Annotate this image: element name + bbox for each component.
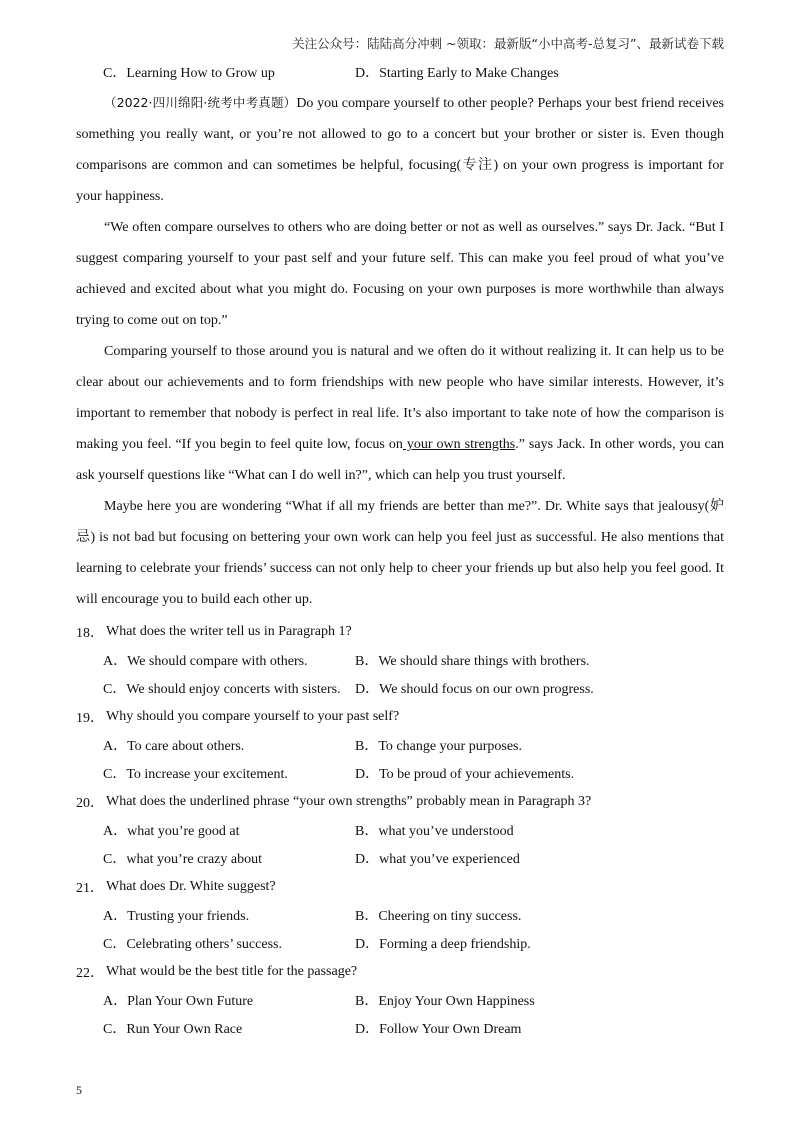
paragraph-1-text: Do you compare yourself to other people? Perhaps your best friend receives something you really want, or you’re not allowed to go to a concert but your brother or sister is. Even though comparisons are common and can sometimes be helpful, focusing(专注) on your own progress is important for your happiness. (76, 96, 725, 204)
option-a: A．Trusting your friends. (103, 909, 250, 924)
option-d: D．We should focus on our own progress. (355, 682, 594, 697)
question-number: 21． (76, 880, 104, 896)
question-number: 22． (76, 965, 104, 981)
option-a: A．what you’re good at (103, 824, 240, 839)
paragraph-3-after: .” says Jack. In other words, you can ask yourself questions like “What can I do well in?”, which can help you trust yourself. (76, 437, 724, 483)
question-19 (76, 702, 724, 787)
options-row (76, 901, 724, 929)
options-row (76, 674, 724, 702)
underlined-phrase: your own strengths (402, 437, 516, 452)
options-row (76, 646, 724, 674)
option-d: D．what you’ve experienced (355, 852, 520, 867)
question-text: What does Dr. White suggest? (106, 878, 276, 894)
page-number: 5 (76, 1083, 82, 1097)
question-stem (76, 702, 724, 731)
option-b: B．Enjoy Your Own Happiness (355, 994, 535, 1009)
question-text: What would be the best title for the passage? (106, 963, 358, 979)
exam-page (76, 58, 724, 1042)
paragraph-3-before: Comparing yourself to those around you is natural and we often do it without realizing it. It can help us to be clear about our achievements and to form friendships with new people who have similar interests. However, it’s important to remember that nobody is perfect in real life. It’s also important to take note of how the comparison is making you feel. “If you begin to feel quite low, focus on (76, 344, 724, 452)
question-text: What does the writer tell us in Paragraph 1? (106, 623, 352, 639)
option-a: A．Plan Your Own Future (103, 994, 254, 1009)
options-row (76, 731, 724, 759)
option-d: D．Starting Early to Make Changes (355, 66, 559, 81)
question-text: Why should you compare yourself to your past self? (106, 708, 400, 724)
option-c: C．what you’re crazy about (103, 852, 262, 867)
paragraph-4: Maybe here you are wondering “What if all my friends are better than me?”. Dr. White says that jealousy(妒忌) is not bad but focusing on bettering your own work can help you feel just as successful. He also mentions that learning to celebrate your friends’ success can not only help to cheer your friends up but also help you feel good. It will encourage you to build each other up. (76, 499, 724, 607)
previous-question-options (76, 58, 724, 86)
options-row (76, 929, 724, 957)
options-row (76, 816, 724, 844)
question-number: 19． (76, 710, 104, 726)
option-d: D．Follow Your Own Dream (355, 1022, 522, 1037)
option-c: C．Celebrating others’ success. (103, 937, 282, 952)
question-stem (76, 872, 724, 901)
paragraph-1 (76, 87, 724, 212)
option-c: C．We should enjoy concerts with sisters. (103, 682, 341, 697)
page-header: 关注公众号：陆陆高分冲刺 ~领取：最新版“小中高考-总复习”、最新试卷下载 (292, 36, 724, 51)
passage-source: （2022·四川绵阳·统考中考真题） (104, 95, 297, 110)
option-d: D．To be proud of your achievements. (355, 767, 575, 782)
option-d: D．Forming a deep friendship. (355, 937, 531, 952)
question-number: 20． (76, 795, 104, 811)
question-text: What does the underlined phrase “your own strengths” probably mean in Paragraph 3? (106, 793, 592, 809)
question-list (76, 617, 724, 1042)
question-stem (76, 787, 724, 816)
question-20 (76, 787, 724, 872)
options-row (76, 844, 724, 872)
option-c: C．Learning How to Grow up (103, 66, 275, 81)
question-number: 18． (76, 625, 104, 641)
question-22 (76, 957, 724, 1042)
paragraph-3 (76, 336, 724, 491)
option-c: C．Run Your Own Race (103, 1022, 243, 1037)
options-row (76, 986, 724, 1014)
question-18 (76, 617, 724, 702)
question-stem (76, 957, 724, 986)
option-c: C．To increase your excitement. (103, 767, 288, 782)
option-b: B．what you’ve understood (355, 824, 514, 839)
option-a: A．To care about others. (103, 739, 245, 754)
options-row (76, 759, 724, 787)
option-b: B．We should share things with brothers. (355, 654, 590, 669)
option-b: B．To change your purposes. (355, 739, 522, 754)
question-stem (76, 617, 724, 646)
option-a: A．We should compare with others. (103, 654, 308, 669)
paragraph-2: “We often compare ourselves to others who are doing better or not as well as ourselves.” says Dr. Jack. “But I suggest comparing yourself to your past self and your future self. This can make you feel proud of what you’ve achieved and excited about what you might do. Focusing on your own purposes is more worthwhile than always trying to come out on top.” (76, 220, 724, 328)
options-row (76, 1014, 724, 1042)
option-b: B．Cheering on tiny success. (355, 909, 522, 924)
question-21 (76, 872, 724, 957)
reading-passage (76, 87, 724, 615)
